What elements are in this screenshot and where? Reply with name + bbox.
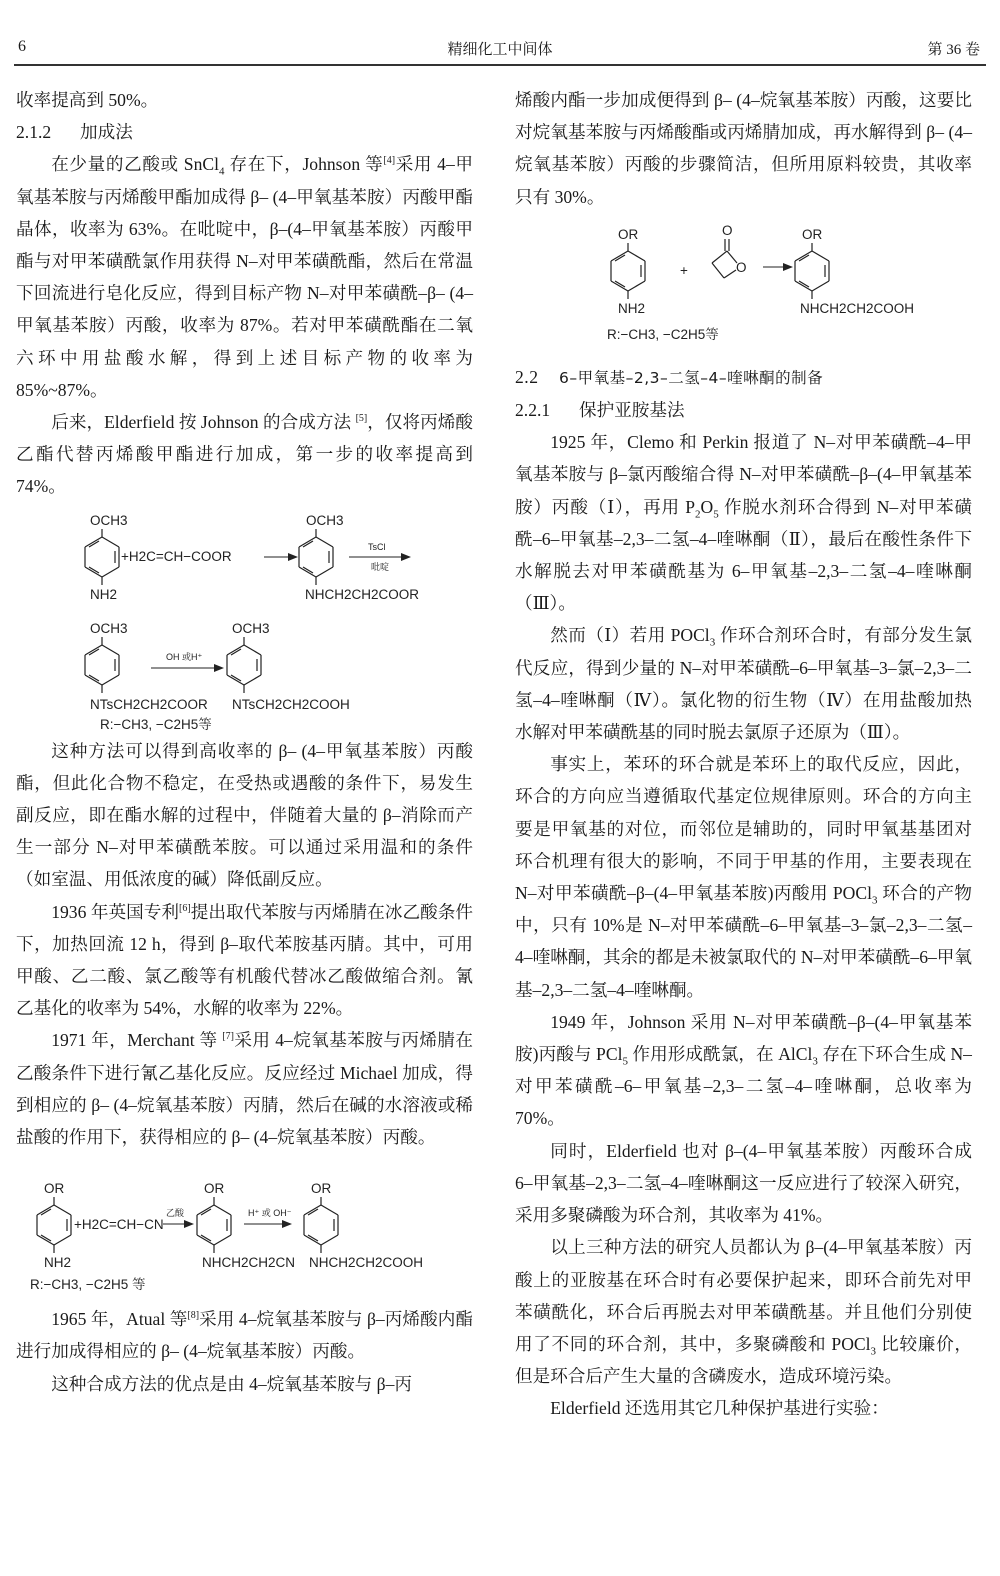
arrow-reagent-label: 乙酸 — [166, 1208, 185, 1219]
section-title: 加成法 — [80, 122, 133, 143]
benzene-ring-icon — [227, 637, 261, 693]
reagent-label: +H2C=CH−CN — [74, 1217, 164, 1233]
paragraph — [515, 1006, 972, 1135]
benzene-ring-icon — [85, 637, 119, 693]
benzene-ring-icon — [304, 1197, 338, 1253]
reaction-scheme-3 — [515, 213, 972, 361]
paragraph — [16, 148, 473, 406]
paragraph: 同时，Elderfield 也对 β–(4–甲氧基苯胺）丙酸环合成 6–甲氧基–2,3–二氢–4–喹啉酮这一反应进行了较深入研究，采用多聚磷酸为环合剂，其收率为 41%。 — [515, 1140, 972, 1226]
text-run: O — [700, 496, 714, 517]
text-run: 作用形成酰氯，在 AlCl — [627, 1044, 813, 1065]
arrow-head-icon — [184, 1220, 194, 1228]
text-run: 1936 年英国专利 — [51, 901, 180, 922]
r-group-note: R:−CH3, −C2H5等 — [100, 716, 212, 732]
text-run: 采用 4–甲氧基苯胺与丙烯酸甲酯加成得 β– (4–甲氧基苯胺）丙酸甲酯晶体，收率为 63%。在吡啶中，β–(4–甲氧基苯胺）丙酸甲酯与对甲苯磺酰氯作用获得 N–对甲苯磺酰酯，然后在常温下回流进行皂化反应，得到目标产物 N–对甲苯磺酰–β– (4–甲氧基苯胺）丙酸，收率为 87%。若对甲苯磺酰酯在二氧六环中用盐酸水解，得到上述目标产物的收率为 85%~87%。 — [16, 154, 473, 400]
citation-ref[interactable]: [8] — [187, 1310, 200, 1322]
text-run: ，仅将丙烯酸乙酯代替丙烯酸甲酯进行加成，第一步的收率提高到 74%。 — [16, 412, 473, 497]
volume-label: 第 36 卷 — [927, 42, 980, 58]
arrow-reagent-label: OH 或H⁺ — [166, 651, 203, 662]
arrow-head-icon — [282, 1220, 292, 1228]
section-number: 2.1.2 — [16, 122, 52, 143]
paragraph — [515, 619, 972, 748]
section-heading-2-2-1 — [515, 394, 972, 426]
text-run: 在少量的乙酸或 SnCl — [51, 154, 220, 175]
arrow-head-icon — [783, 263, 793, 271]
carbonyl-o-label: O — [722, 222, 733, 238]
text-run: 存在下环合生成 N–对甲苯磺酰–6–甲氧基–2,3–二氢–4–喹啉酮，总收率为 70%。 — [515, 1044, 972, 1129]
arrow-head-icon — [401, 553, 411, 561]
subscript: 5 — [713, 508, 719, 521]
text-run: 1949 年，Johnson 采用 N–对甲苯磺酰–β–(4–甲氧基苯胺)丙酸与 PCl — [515, 1011, 972, 1065]
amine-label: NH2 — [618, 300, 646, 316]
benzene-ring-icon — [611, 243, 645, 299]
reaction-scheme-2 — [16, 1153, 473, 1303]
citation-ref[interactable]: [6] — [179, 902, 191, 914]
section-heading-2-1-2 — [16, 116, 473, 148]
subscript: 2 — [695, 508, 701, 521]
scheme-2-svg — [16, 1153, 473, 1303]
page-number: 6 — [18, 38, 26, 55]
text-run: 后来，Elderfield 按 Johnson 的合成方法 — [51, 412, 356, 433]
r-group-note: R:−CH3, −C2H5 等 — [30, 1277, 146, 1293]
benzene-ring-icon — [37, 1197, 71, 1253]
paragraph — [515, 748, 972, 1006]
amine-label: NH2 — [90, 586, 118, 602]
intermediate-label: NHCH2CH2CN — [202, 1255, 296, 1271]
text-run: 1925 年，Clemo 和 Perkin 报道了 N–对甲苯磺酰–4–甲氧基苯胺与 β–氯丙酸缩合得 N–对甲苯磺酰–β–(4–甲氧基苯胺）丙酸（Ⅰ），再用 P — [515, 432, 972, 517]
section-number: 2.2.1 — [515, 400, 551, 421]
substituent-label: OCH3 — [306, 512, 344, 528]
subscript: 3 — [870, 1345, 877, 1358]
paragraph: 这种方法可以得到高收率的 β– (4–甲氧基苯胺）丙酸酯，但此化合物不稳定，在受热或遇酸的条件下，易发生副反应，即在酯水解的过程中，伴随着大量的 β–消除而产生一部分 N–对甲苯磺酰苯胺。可以通过采用温和的条件（如室温、用低浓度的碱）降低副反应。 — [16, 740, 473, 890]
subscript: 5 — [622, 1055, 628, 1068]
product-label: NTsCH2CH2COOH — [232, 696, 350, 712]
paragraph: 收率提高到 50%。 — [16, 90, 159, 110]
section-heading-2-2 — [515, 361, 972, 394]
text-run: 采用 4–烷氧基苯胺与 β–丙烯酸内酯进行加成得相应的 β– (4–烷氧基苯胺）丙酸。 — [16, 1309, 474, 1362]
paragraph — [515, 426, 972, 619]
substituent-label: OR — [204, 1181, 225, 1197]
substituent-label: OCH3 — [232, 620, 270, 636]
arrow-reagent-label: H⁺ 或 OH⁻ — [248, 1208, 292, 1219]
left-column — [16, 84, 473, 1400]
plus-sign: + — [680, 262, 688, 278]
paragraph — [515, 1231, 972, 1392]
text-run: 1965 年，Atual 等 — [51, 1309, 188, 1330]
amine-label: NH2 — [44, 1255, 72, 1271]
scheme-1-svg — [16, 503, 473, 735]
right-column — [515, 84, 972, 1425]
lactone-ring-icon — [712, 239, 737, 278]
paragraph: Elderfield 还选用其它几种保护基进行实验： — [550, 1398, 889, 1419]
citation-ref[interactable]: [7] — [222, 1031, 234, 1043]
citation-ref[interactable]: [5] — [355, 413, 368, 425]
text-run: 比较廉价，但是环合后产生大量的含磷废水，造成环境污染。 — [515, 1333, 973, 1387]
arrow-head-icon — [288, 553, 298, 561]
page-header — [0, 0, 1000, 66]
benzene-ring-icon — [299, 529, 333, 585]
reagent-label: +H2C=CH−COOR — [121, 548, 232, 564]
reaction-scheme-1 — [16, 503, 473, 735]
citation-ref[interactable]: [4] — [383, 155, 396, 167]
text-run: 环合的产物中，只有 10%是 N–对甲苯磺酰–6–甲氧基–3–氯–2,3–二氢–4–喹啉酮，其余的都是未被氯取代的 N–对甲苯磺酰–6–甲氧基–2,3–二氢–4–喹啉酮。 — [515, 883, 973, 1000]
arrow-head-icon — [214, 664, 224, 672]
r-group-note: R:−CH3, −C2H5等 — [607, 326, 719, 342]
text-run: 以上三种方法的研究人员都认为 β–(4–甲氧基苯胺）丙酸上的亚胺基在环合时有必要保护起来，即环合前先对甲苯磺酰化，环合后再脱去对甲苯磺酰基。并且他们分别使用了不同的环合剂，其中，多聚磷酸和 POCl — [515, 1237, 972, 1354]
benzene-ring-icon — [85, 529, 119, 585]
paragraph: 这种合成方法的优点是由 4–烷氧基苯胺与 β–丙 — [51, 1373, 413, 1394]
subscript: 3 — [871, 894, 878, 907]
section-title: 保护亚胺基法 — [579, 400, 685, 421]
text-run: 存在下，Johnson 等 — [224, 154, 384, 175]
substituent-label: OCH3 — [90, 620, 128, 636]
substituent-label: OR — [44, 1181, 65, 1197]
paragraph — [16, 406, 473, 503]
text-run: 然而（Ⅰ）若用 POCl — [550, 625, 710, 646]
arrow-condition-label: 吡啶 — [371, 561, 390, 572]
substituent-label: OR — [311, 1181, 332, 1197]
product-label: NHCH2CH2COOH — [309, 1255, 424, 1271]
section-number: 2.2 — [515, 366, 539, 387]
arrow-reagent-label: TsCl — [368, 541, 386, 552]
substituent-label: OR — [618, 226, 639, 242]
paragraph: 烯酸内酯一步加成便得到 β– (4–烷氧基苯胺）丙酸，这要比对烷氧基苯胺与丙烯酸酯或丙烯腈加成，再水解得到 β– (4–烷氧基苯胺）丙酸的步骤简洁，但所用原料较贵，其收率只有 30%。 — [515, 90, 972, 207]
substituent-label: OR — [802, 226, 823, 242]
subscript: 3 — [812, 1055, 818, 1068]
product-label: NHCH2CH2COOH — [800, 300, 915, 316]
text-run: 作脱水剂环合得到 N–对甲苯磺酰–6–甲氧基–2,3–二氢–4–喹啉酮（Ⅱ），最后在酸性条件下水解脱去对甲苯磺酰基为 6–甲氧基–2,3–二氢–4–喹啉酮（Ⅲ）。 — [515, 496, 972, 614]
text-run: 采用 4–烷氧基苯胺与丙烯腈在乙酸条件下进行氰乙基化反应。反应经过 Michael 加成，得到相应的 β– (4–烷氧基苯胺）丙腈，然后在碱的水溶液或稀盐酸的作用下，获得相应的 β– (4–烷氧基苯胺）丙酸。 — [16, 1030, 473, 1148]
text-run: 1971 年，Merchant 等 — [51, 1030, 223, 1051]
tosyl-ester-label: NTsCH2CH2COOR — [90, 696, 208, 712]
scheme-3-svg — [515, 213, 972, 361]
journal-title: 精细化工中间体 — [447, 42, 553, 58]
substituent-label: OCH3 — [90, 512, 128, 528]
text-run: 提出取代苯胺与丙烯腈在冰乙酸条件下，加热回流 12 h，得到 β–取代苯胺基丙腈。其中，可用甲酸、乙二酸、氯乙酸等有机酸代替冰乙酸做缩合剂。氰乙基化的收率为 54%，水解的收率为 22%。 — [16, 901, 473, 1019]
text-run: 作环合剂环合时，有部分发生氯代反应，得到少量的 N–对甲苯磺酰–6–甲氧基–3–氯–2,3–二氢–4–喹啉酮（Ⅳ）。氯化物的衍生物（Ⅳ）在用盐酸加热水解对甲苯磺酰基的同时脱去氯原子还原为（Ⅲ）。 — [515, 625, 973, 743]
header-rule — [14, 64, 986, 66]
text-run: 事实上，苯环的环合就是苯环上的取代反应，因此，环合的方向应当遵循取代基定位规律原则。环合的方向主要是甲氧基的对位，而邻位是辅助的，同时甲氧基基团对环合机理有很大的影响，不同于甲基的作用，主要表现在 N–对甲苯磺酰–β–(4–甲氧基苯胺)丙酸用 POCl — [515, 754, 972, 904]
section-title: 6–甲氧基–2,3–二氢–4–喹啉酮的制备 — [559, 368, 824, 387]
benzene-ring-icon — [795, 243, 829, 299]
subscript: 4 — [219, 165, 225, 178]
ring-o-label: O — [736, 259, 747, 275]
paragraph — [16, 1303, 473, 1367]
benzene-ring-icon — [197, 1197, 231, 1253]
paragraph — [16, 896, 473, 1025]
subscript: 3 — [709, 636, 716, 649]
intermediate-label: NHCH2CH2COOR — [305, 586, 420, 602]
paragraph — [16, 1024, 473, 1153]
